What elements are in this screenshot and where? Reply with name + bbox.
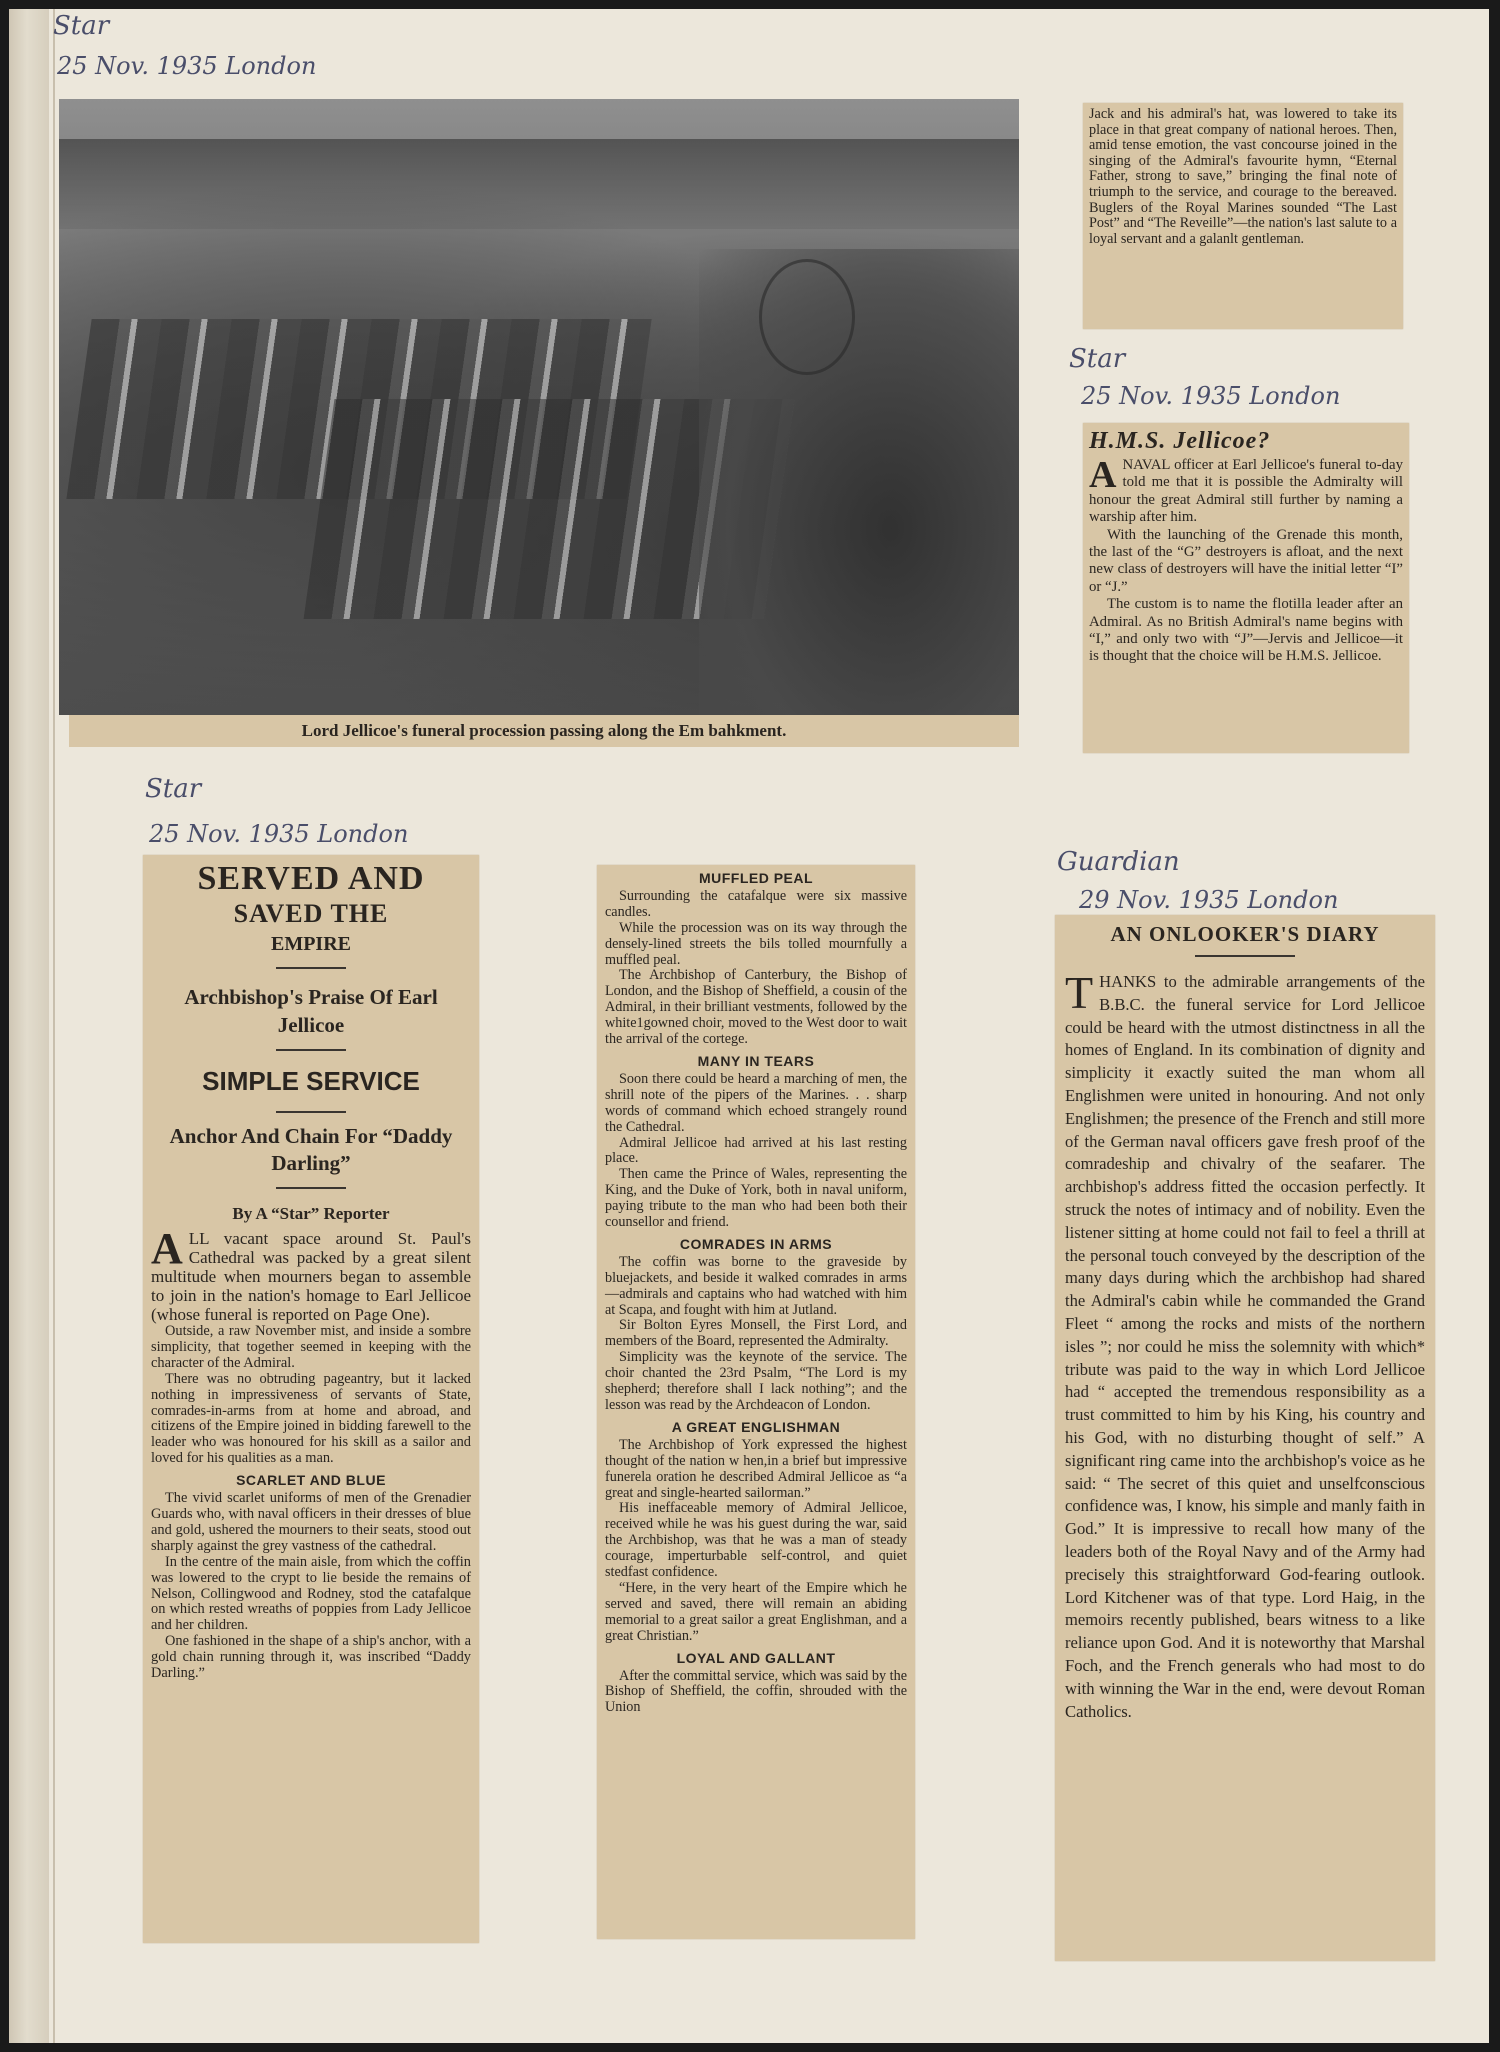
page-binding [9,9,49,2043]
binding-line [53,9,55,2043]
clipping-hymn-text: Jack and his admiral's hat, was lowered to take its place in that great company of national heroes. Then, amid tense emotion, the vast concourse joined in the singing of the Admiral's favourite hymn, “Eternal Father, strong to save,” bringing the final note of triumph to the service, and courage to the bereaved. Buglers of the Royal Marines sounded “The Last Post” and “The Reveille”—the nation's last salute to a loyal servant and a galanlt gentleman. [1089,106,1397,247]
section-heading: MUFFLED PEAL [698,870,814,886]
drop-cap: T [1065,967,1094,1018]
headline: SERVED AND [197,860,425,897]
paragraph: “Here, in the very heart of the Empire which he served and saved, there will remain an abiding memorial to a great sailor a great Englishman, and a great Christian.” [605,1579,907,1644]
paragraph: With the launching of the Grenade this month, the last of the “G” destroyers is afloat, and the next new class of destroyers will have the initial letter “I” or “J.” [1089,526,1403,595]
section-heading: SCARLET AND BLUE [236,1472,386,1489]
paragraph: LL vacant space around St. Paul's Cathedral was packed by a great silent multitude when mourners began to assemble to join in the nation's homage to Earl Jellicoe (whose funeral is reported on Page One). [151,1229,471,1324]
headline: SAVED THE [233,899,389,928]
headline: EMPIRE [271,933,351,955]
paragraph: There was no obtruding pageantry, but it lacked nothing in impressiveness of servants of State, comrades-in-arms from at home and abroad, and citizens of the Empire joined in bidding farewell to the leader who was honoured for his skill as a sailor and loved for his qualities as a man. [151,1370,471,1467]
paragraph: Admiral Jellicoe had arrived at his last resting place. [605,1134,907,1167]
divider [276,1111,346,1113]
annotation-paper: Star [1069,344,1126,374]
paragraph: Outside, a raw November mist, and inside a sombre simplicity, that together seemed in keeping with the character of the Admiral. [151,1323,471,1371]
paragraph: After the committal service, which was said by the Bishop of Sheffield, the coffin, shrouded with the Union [605,1667,907,1716]
clipping-title: H.M.S. Jellicoe? [1089,428,1271,454]
clipping-hms-jellicoe [1083,423,1409,753]
divider [276,967,346,969]
paragraph: While the procession was on its way through the densely-lined streets the bils tolled mournfully a muffled peal. [605,919,907,968]
clipping-hymn-excerpt [1083,103,1403,329]
paragraph: The Archbishop of Canterbury, the Bishop of London, and the Bishop of Sheffield, a cousin of the Admiral, in their brilliant vestments, followed by the white1gowned choir, moved to the West door to wait the arrival of the cortege. [605,967,907,1048]
paragraph: The Archbishop of York expressed the highest thought of the nation w hen,in a brief but impressive funerela oration he described Admiral Jellicoe as “a great and single-hearted sailorman.” [605,1436,907,1501]
paragraph: Simplicity was the keynote of the service. The choir chanted the 23rd Psalm, “The Lord is my shepherd; therefore shall I lack nothing”; and the lesson was read by the Archdeacon of London. [605,1349,907,1413]
divider [1195,955,1295,957]
section-heading: COMRADES IN ARMS [679,1235,833,1252]
annotation-date: 25 Nov. 1935 London [1081,382,1341,410]
annotation-date: 25 Nov. 1935 London [57,52,317,80]
annotation-paper: Guardian [1057,847,1180,877]
clipping-served-and-saved [143,855,479,1943]
section-heading: A GREAT ENGLISHMAN [671,1418,841,1435]
clipping-title: AN ONLOOKER'S DIARY [1110,922,1380,946]
paragraph: Surrounding the catafalque were six massive candles. [605,887,907,920]
annotation-paper: Star [53,11,110,41]
clipping-muffled-peal [597,865,915,1939]
paragraph: In the centre of the main aisle, from which the coffin was lowered to the crypt to lie beside the remains of Nelson, Collingwood and Rodney, stod the catafalque on which rested wreaths of poppies from Lady Jellicoe and her children. [151,1553,471,1634]
section-heading: MANY IN TEARS [697,1052,815,1069]
paragraph: Soon there could be heard a marching of men, the shrill note of the pipers of the Marines. . . sharp words of command which echoed strangely round the Cathedral. [605,1070,907,1135]
divider [276,1187,346,1189]
annotation-date: 29 Nov. 1935 London [1079,886,1339,914]
annotation-paper: Star [145,774,202,804]
clipping-onlooker-diary [1055,915,1435,1961]
paragraph: His ineffaceable memory of Admiral Jellicoe, received while he was his guest during the war, said the Archbishop, was that he was a man of steady courage, imperturbable self-control, and quiet stedfast confidence. [605,1500,907,1581]
subheadline: Anchor And Chain For “Daddy Darling” [169,1124,453,1175]
drop-cap: A [1089,454,1117,496]
funeral-procession-photo [59,99,1019,715]
subheadline: SIMPLE SERVICE [202,1066,420,1096]
section-heading: LOYAL AND GALLANT [676,1649,836,1666]
paragraph: The custom is to name the flotilla leader after an Admiral. As no British Admiral's name begins with “I,” and only two with “J”—Jervis and Jellicoe—it is thought that the choice will be H.M.S. Jellicoe. [1089,596,1403,665]
paragraph: The coffin was borne to the graveside by bluejackets, and beside it walked comrades in arms—admirals and captains who had watched with him at Scapa, and fought with him at Jutland. [605,1253,907,1318]
divider [276,1049,346,1051]
paragraph: The vivid scarlet uniforms of men of the Grenadier Guards who, with naval officers in their dresses of blue and gold, ushered the mourners to their seats, stood out sharply against the grey vastness of the cathedral. [151,1490,471,1554]
subheadline: Archbishop's Praise Of Earl Jellicoe [184,985,438,1037]
annotation-date: 25 Nov. 1935 London [149,820,409,848]
photo-caption: Lord Jellicoe's funeral procession passing along the Em bahkment. [69,715,1019,747]
paragraph: HANKS to the admirable arrangements of the B.B.C. the funeral service for Lord Jellicoe could be heard with the utmost distinctness in all the homes of England. In its combination of dignity and simplicity it exactly suited the man whom all Englishmen were united in honouring. And not only Englishmen; the presence of the French and still more of the German naval officers gave fresh proof of the comradeship and chivalry of the seafarer. The archbishop's address fitted the occasion perfectly. It struck the notes of intimacy and of nobility. Even the listener sitting at home could not fail to feel a thrill at the personal touch conveyed by the description of the many days during which the archbishop had shared the Admiral's cabin while he commanded the Grand Fleet “ among the rocks and mists of the northern isles ”; nor could he miss the solemnity with which* tribute was paid to the way in which Lord Jellicoe had “ accepted the tremendous responsibility as a trust committed to him by his King, his country and his God, with no disturbing thought of self.” A significant ring came into the archbishop's voice as he said: “ The secret of this quiet and unselfconscious confidence was, I know, his simple and manly faith in God.” It is impressive to recall how many of the leaders both of the Royal Navy and of the Army had precisely this straightforward God-fearing outlook. Lord Kitchener was of that type. Lord Haig, in the memoirs recently published, bears witness to a like reliance upon God. And it is noteworthy that Marshal Foch, and the French generals who had most to do with winning the War in the end, were devout Roman Catholics. [1065,972,1425,1721]
byline: By A “Star” Reporter [232,1204,390,1223]
scrapbook-page [9,9,1489,2043]
paragraph: One fashioned in the shape of a ship's anchor, with a gold chain running through it, was inscribed “Daddy Darling.” [151,1633,471,1682]
paragraph: NAVAL officer at Earl Jellicoe's funeral to-day told me that it is possible the Admiralty will honour the great Admiral still further by naming a warship after him. [1089,457,1403,526]
drop-cap: A [151,1224,183,1273]
paragraph: Then came the Prince of Wales, representing the King, and the Duke of York, both in naval uniform, paying tribute to the man who had been both their counsellor and friend. [605,1166,907,1231]
paragraph: Sir Bolton Eyres Monsell, the First Lord, and members of the Board, represented the Admiralty. [605,1317,907,1350]
